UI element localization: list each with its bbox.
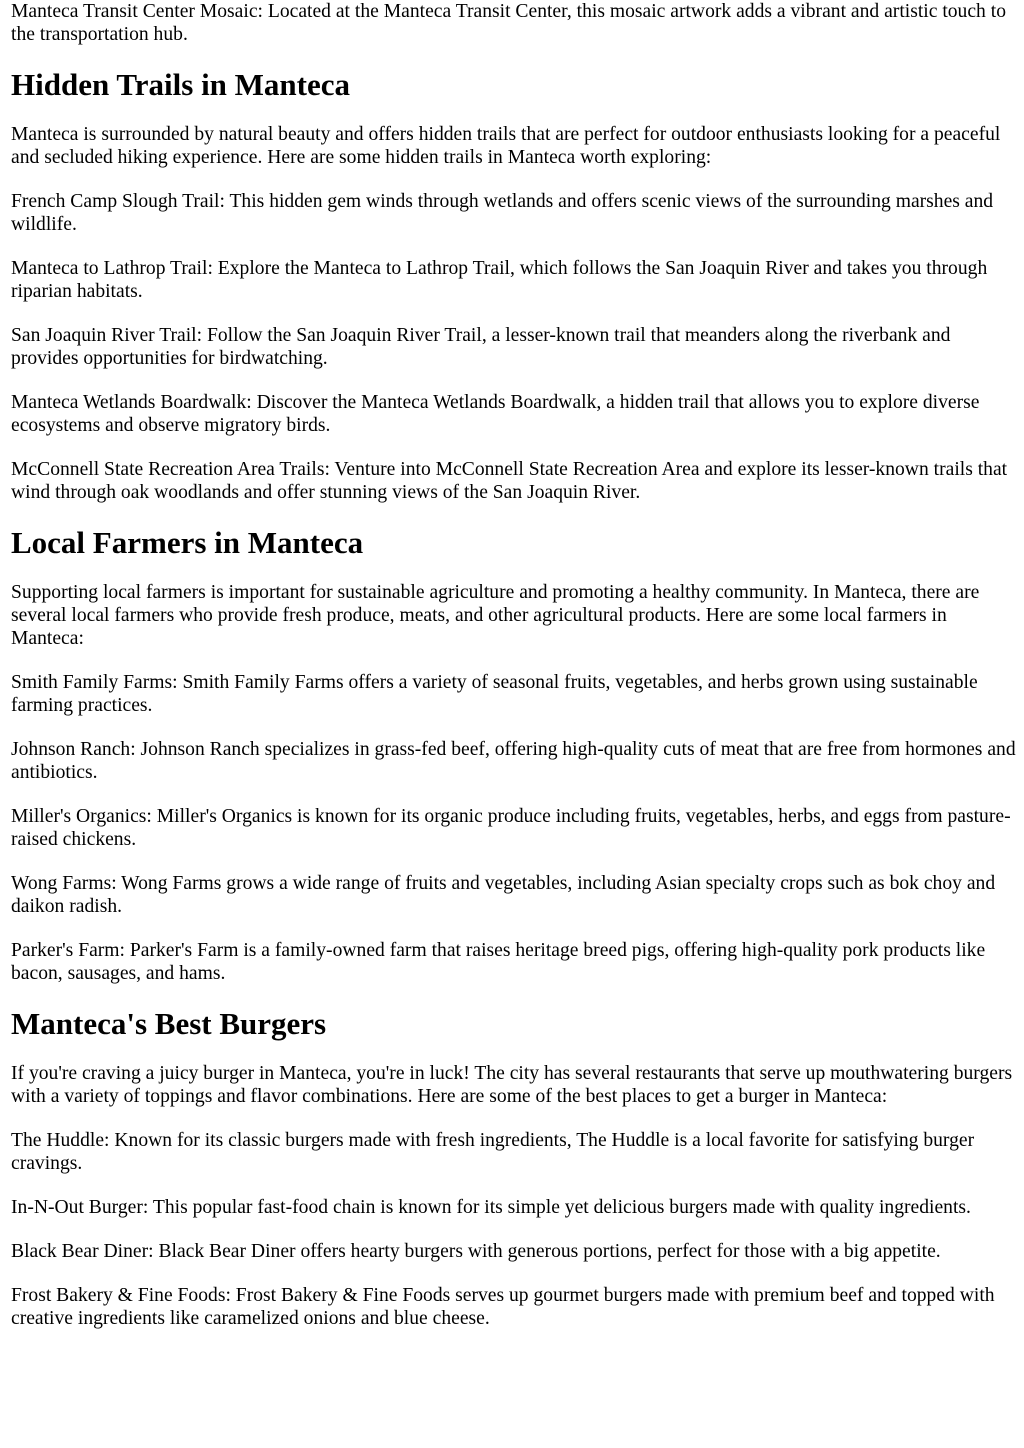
burger-item: The Huddle: Known for its classic burgers made with fresh ingredients, The Huddle is a local favorite for satisfying burger cravings. (11, 1130, 975, 1174)
section-best-burgers (11, 1006, 1016, 1330)
section-heading: Hidden Trails in Manteca (11, 67, 351, 102)
trail-item: Manteca Wetlands Boardwalk: Discover the Manteca Wetlands Boardwalk, a hidden trail that allows you to explore diverse ecosystems and observe migratory birds. (11, 392, 980, 436)
trail-item: San Joaquin River Trail: Follow the San Joaquin River Trail, a lesser-known trail that meanders along the riverbank and provides opportunities for birdwatching. (11, 325, 951, 369)
burger-item: In-N-Out Burger: This popular fast-food chain is known for its simple yet delicious burgers made with quality ingredients. (11, 1197, 971, 1218)
farmer-item: Smith Family Farms: Smith Family Farms offers a variety of seasonal fruits, vegetables, and herbs grown using sustainable farming practices. (11, 672, 978, 716)
section-hidden-trails (11, 67, 1016, 504)
farmer-item: Wong Farms: Wong Farms grows a wide range of fruits and vegetables, including Asian specialty crops such as bok choy and daikon radish. (11, 873, 996, 917)
section-heading: Manteca's Best Burgers (11, 1006, 327, 1041)
trail-item: McConnell State Recreation Area Trails: Venture into McConnell State Recreation Area and explore its lesser-known trails that wind through oak woodlands and offer stunning views of the San Joaquin River. (11, 459, 1008, 503)
farmer-item: Miller's Organics: Miller's Organics is known for its organic produce including fruits, vegetables, herbs, and eggs from pasture-raised chickens. (11, 806, 1011, 850)
section-heading: Local Farmers in Manteca (11, 525, 364, 560)
burger-item: Black Bear Diner: Black Bear Diner offers hearty burgers with generous portions, perfect for those with a big appetite. (11, 1241, 941, 1262)
section-intro-paragraph: Manteca is surrounded by natural beauty and offers hidden trails that are perfect for outdoor enthusiasts looking for a peaceful and secluded hiking experience. Here are some hidden trails in Manteca worth exploring: (11, 124, 1001, 168)
farmer-item: Johnson Ranch: Johnson Ranch specializes in grass-fed beef, offering high-quality cuts of meat that are free from hormones and antibiotics. (11, 739, 1016, 783)
burger-item: Frost Bakery & Fine Foods: Frost Bakery & Fine Foods serves up gourmet burgers made with premium beef and topped with creative ingredients like caramelized onions and blue cheese. (11, 1285, 995, 1329)
trail-item: French Camp Slough Trail: This hidden gem winds through wetlands and offers scenic views of the surrounding marshes and wildlife. (11, 191, 994, 235)
trail-item: Manteca to Lathrop Trail: Explore the Manteca to Lathrop Trail, which follows the San Joaquin River and takes you through riparian habitats. (11, 258, 988, 302)
farmer-item: Parker's Farm: Parker's Farm is a family-owned farm that raises heritage breed pigs, offering high-quality pork products like bacon, sausages, and hams. (11, 940, 986, 984)
intro-paragraph: Manteca Transit Center Mosaic: Located at the Manteca Transit Center, this mosaic artwork adds a vibrant and artistic touch to the transportation hub. (11, 1, 1006, 45)
section-local-farmers (11, 525, 1016, 985)
section-intro-paragraph: If you're craving a juicy burger in Manteca, you're in luck! The city has several restaurants that serve up mouthwatering burgers with a variety of toppings and flavor combinations. Here are some of the best places to get a burger in Manteca: (11, 1063, 1013, 1107)
section-intro-paragraph: Supporting local farmers is important for sustainable agriculture and promoting a healthy community. In Manteca, there are several local farmers who provide fresh produce, meats, and other agricultural products. Here are some local farmers in Manteca: (11, 582, 980, 649)
